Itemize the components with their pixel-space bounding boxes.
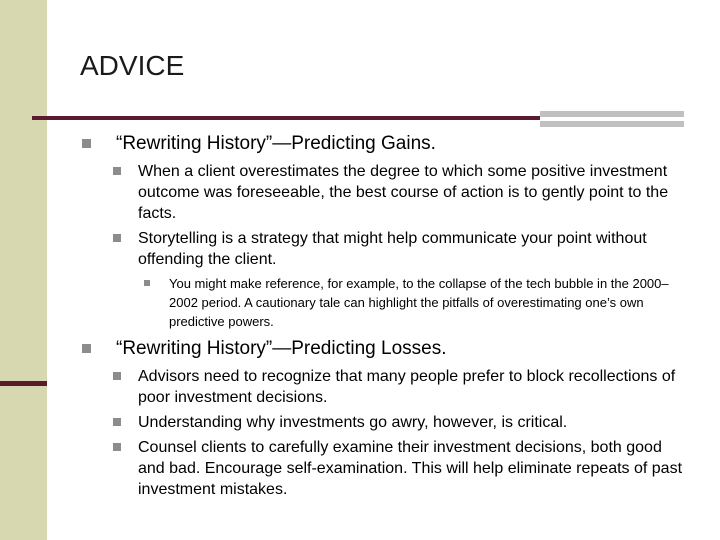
square-bullet-icon — [82, 139, 91, 148]
bullet-text: Storytelling is a strategy that might help communicate your point without offending the client. — [138, 230, 647, 268]
title-divider-accent — [540, 121, 684, 127]
square-bullet-icon — [113, 443, 121, 451]
bullet-text: Advisors need to recognize that many people prefer to block recollections of poor investment decisions. — [138, 368, 676, 406]
bullet-text: You might make reference, for example, to the collapse of the tech bubble in the 2000–2002 period. A cautionary tale can highlight the pitfalls of overestimating one’s own predictive powers. — [169, 276, 669, 329]
sub-bullet-item — [80, 412, 690, 433]
bullet-text: “Rewriting History”—Predicting Gains. — [116, 133, 436, 154]
sub-bullet-item — [80, 161, 690, 224]
sub-bullet-item — [80, 228, 690, 270]
title-divider-accent — [540, 111, 684, 117]
bullet-text: When a client overestimates the degree to which some positive investment outcome was foreseeable, the best course of action is to gently point to the facts. — [138, 163, 669, 222]
square-bullet-icon — [113, 418, 121, 426]
square-bullet-icon — [113, 167, 121, 175]
side-band — [0, 0, 47, 540]
square-bullet-icon — [144, 280, 150, 286]
bullet-text: Counsel clients to carefully examine their investment decisions, both good and bad. Encourage self-examination. This will help eliminate repeats of past investment mistakes. — [138, 439, 683, 498]
slide-title: ADVICE — [80, 50, 185, 81]
bullet-text: “Rewriting History”—Predicting Losses. — [116, 338, 447, 359]
sub-bullet-item — [80, 366, 690, 408]
square-bullet-icon — [82, 344, 91, 353]
sub-bullet-item — [80, 437, 690, 500]
square-bullet-icon — [113, 372, 121, 380]
bullet-item — [80, 337, 690, 360]
side-accent-bar — [0, 381, 47, 386]
slide-body — [80, 132, 690, 504]
bullet-item — [80, 132, 690, 155]
sub-sub-bullet-item — [80, 274, 690, 331]
title-divider — [32, 116, 540, 120]
bullet-text: Understanding why investments go awry, however, is critical. — [138, 414, 568, 431]
square-bullet-icon — [113, 234, 121, 242]
